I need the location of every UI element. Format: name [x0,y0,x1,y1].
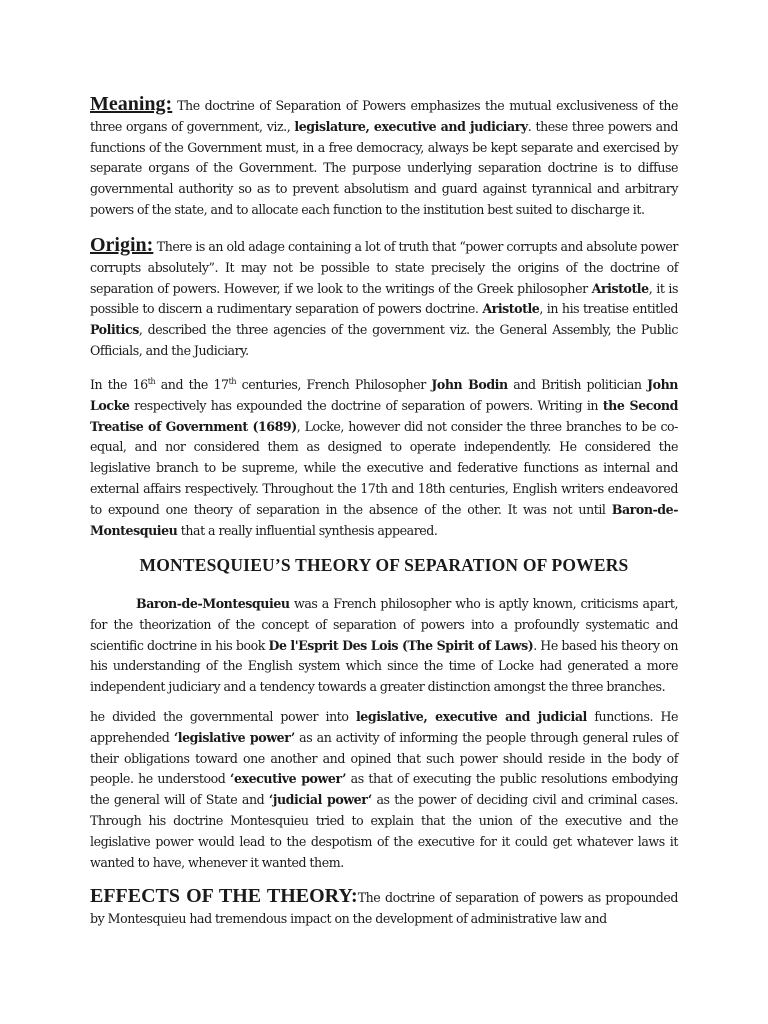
history-paragraph: In the 16th and the 17th centuries, French Philosopher John Bodin and British politician John Locke respectively has expounded the doctrine of separation of powers. Writing in the Second Treatise of Government (1689), Locke, however did not consider the three branches to be co-equal, and nor considered them as designed to operate independently. He considered the legislative branch to be supreme, while the executive and federative functions as internal and external affairs respectively. Throughout the 17th and 18th centuries, English writers endeavored to expound one theory of separation in the absence of the other. It was not until Baron-de-Montesquieu that a really influential synthesis appeared. [90,376,678,538]
theory-heading: MONTESQUIEU’S THEORY OF SEPARATION OF POWERS [139,555,629,575]
origin-paragraph: Origin: There is an old adage containing a lot of truth that “power corrupts and absolute power corrupts absolutely”. It may not be possible to state precisely the origins of the doctrine of separation of powers. However, if we look to the writings of the Greek philosopher Aristotle, it is possible to discern a rudimentary separation of powers doctrine. Aristotle, in his treatise entitled Politics, described the three agencies of the government viz. the General Assembly, the Public Officials, and the Judiciary. [90,234,678,358]
baron-paragraph: Baron-de-Montesquieu was a French philosopher who is aptly known, criticisms apart, for the theorization of the concept of separation of powers into a profoundly systematic and scientific doctrine in his book De l'Esprit Des Lois (The Spirit of Laws). He based his theory on his understanding of the English system which since the time of Locke had generated a more independent judiciary and a tendency towards a greater distinction amongst the three branches. [90,596,678,695]
effects-label: EFFECTS OF THE THEORY: [90,885,358,907]
effects-paragraph: EFFECTS OF THE THEORY:The doctrine of separation of powers as propounded by Montesquieu had tremendous impact on the development of administrative law and [90,885,678,926]
meaning-paragraph: Meaning: The doctrine of Separation of Powers emphasizes the mutual exclusiveness of the three organs of government, viz., legislature, executive and judiciary. these three powers and functions of the Government must, in a free democracy, always be kept separate and exercised by separate organs of the Government. The purpose underlying separation doctrine is to diffuse governmental authority so as to prevent absolutism and guard against tyrannical and arbitrary powers of the state, and to allocate each function to the institution best suited to discharge it. [90,93,679,217]
divided-paragraph: he divided the governmental power into legislative, executive and judicial functions. He apprehended ‘legislative power’ as an activity of informing the people through general rules of their obligations toward one another and opined that such power should reside in the body of people. he understood ‘executive power’ as that of executing the public resolutions embodying the general will of State and ‘judicial power‘ as the power of deciding civil and criminal cases. Through his doctrine Montesquieu tried to explain that the union of the executive and the legislative power would lead to the despotism of the executive for it could get whatever laws it wanted to have, whenever it wanted them. [90,709,679,870]
origin-label: Origin: [90,234,154,256]
meaning-label: Meaning: [90,93,173,115]
